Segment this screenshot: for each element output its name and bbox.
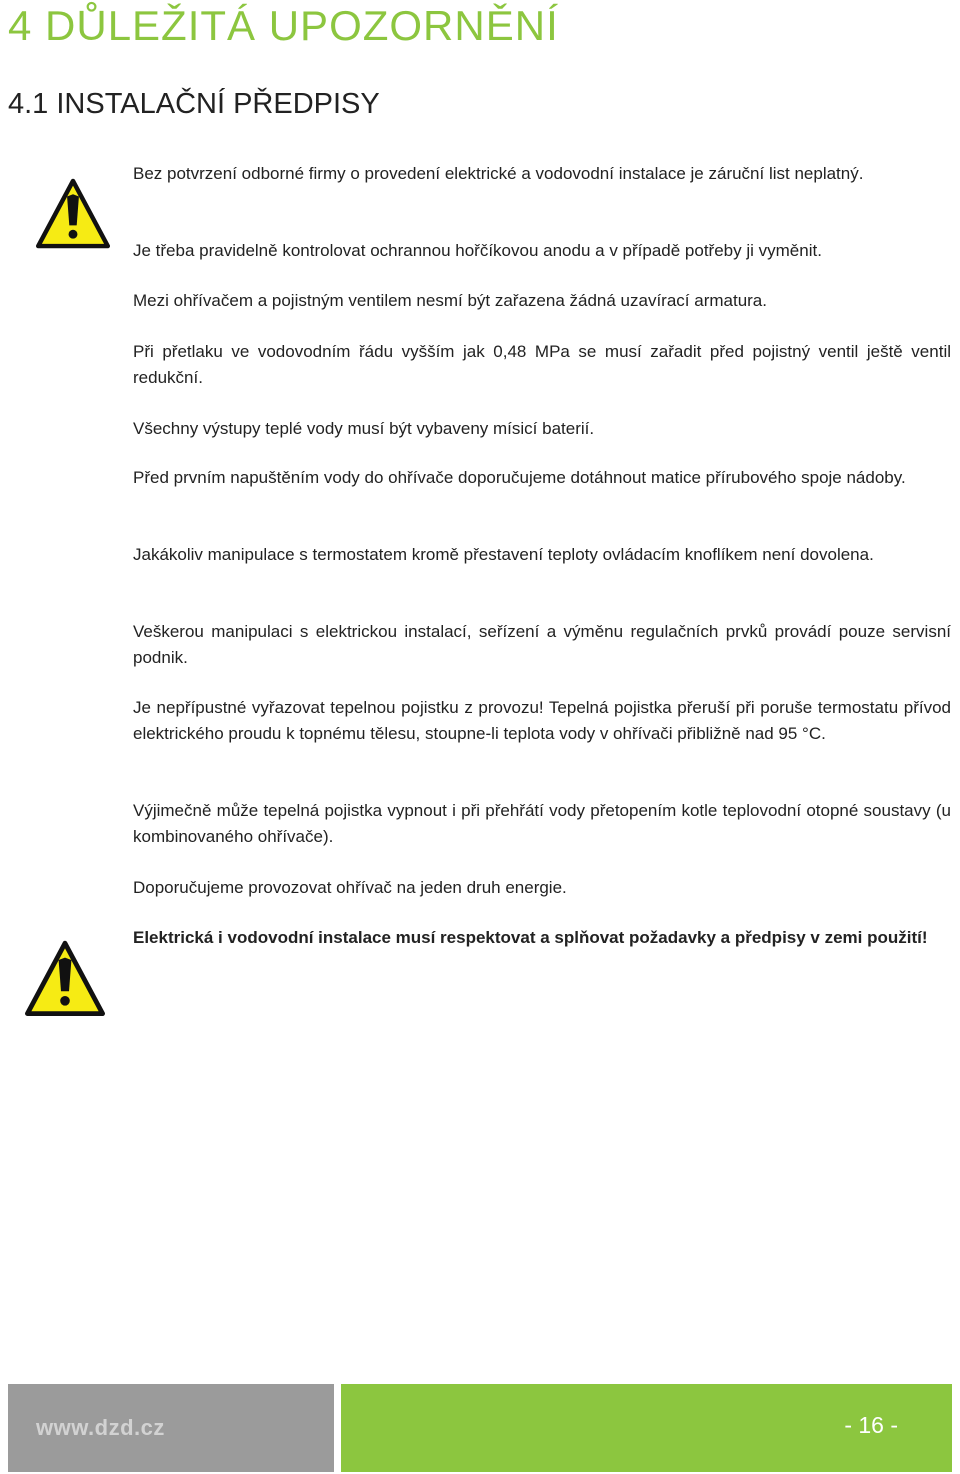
warning-triangle-icon — [36, 178, 110, 252]
paragraph: Bez potvrzení odborné firmy o provedení elektrické a vodovodní instalace je záruční list neplatný. — [133, 164, 864, 183]
paragraph: Je třeba pravidelně kontrolovat ochrannou hořčíkovou anodu a v případě potřeby ji vyměnit. — [133, 241, 822, 260]
page-number: - 16 - — [844, 1412, 898, 1438]
footer-page-panel — [341, 1384, 952, 1472]
paragraph: Je nepřípustné vyřazovat tepelnou pojistku z provozu! Tepelná pojistka přeruší při poruše termostatu přívod elektrického proudu k topnému tělesu, stoupne-li teplota vody v ohřívači přibližně nad 95 °C. — [133, 698, 951, 743]
warning-triangle-icon — [24, 940, 106, 1020]
paragraph: Všechny výstupy teplé vody musí být vybaveny mísicí baterií. — [133, 419, 595, 438]
footer-logo-panel — [8, 1384, 334, 1472]
paragraph: Doporučujeme provozovat ohřívač na jeden druh energie. — [133, 878, 567, 897]
chapter-heading: 4 DŮLEŽITÁ UPOZORNĚNÍ — [8, 2, 559, 49]
paragraph: Výjimečně může tepelná pojistka vypnout i při přehřátí vody přetopením kotle teplovodní otopné soustavy (u kombinovaného ohřívače). — [133, 801, 951, 846]
paragraph: Mezi ohřívačem a pojistným ventilem nesmí být zařazena žádná uzavírací armatura. — [133, 291, 767, 310]
paragraph: Při přetlaku ve vodovodním řádu vyšším jak 0,48 MPa se musí zařadit před pojistný ventil ještě ventil redukční. — [133, 342, 951, 387]
footer-logo: www.dzd.cz — [36, 1415, 165, 1440]
paragraph: Veškerou manipulaci s elektrickou instalací, seřízení a výměnu regulačních prvků provádí pouze servisní podnik. — [133, 622, 951, 667]
section-heading: 4.1 INSTALAČNÍ PŘEDPISY — [8, 88, 380, 120]
paragraph: Před prvním napuštěním vody do ohřívače doporučujeme dotáhnout matice přírubového spoje nádoby. — [133, 468, 906, 487]
paragraph-emphasis: Elektrická i vodovodní instalace musí respektovat a splňovat požadavky a předpisy v zemi použití! — [133, 928, 928, 947]
paragraph: Jakákoliv manipulace s termostatem kromě přestavení teploty ovládacím knoflíkem není dovolena. — [133, 545, 874, 564]
